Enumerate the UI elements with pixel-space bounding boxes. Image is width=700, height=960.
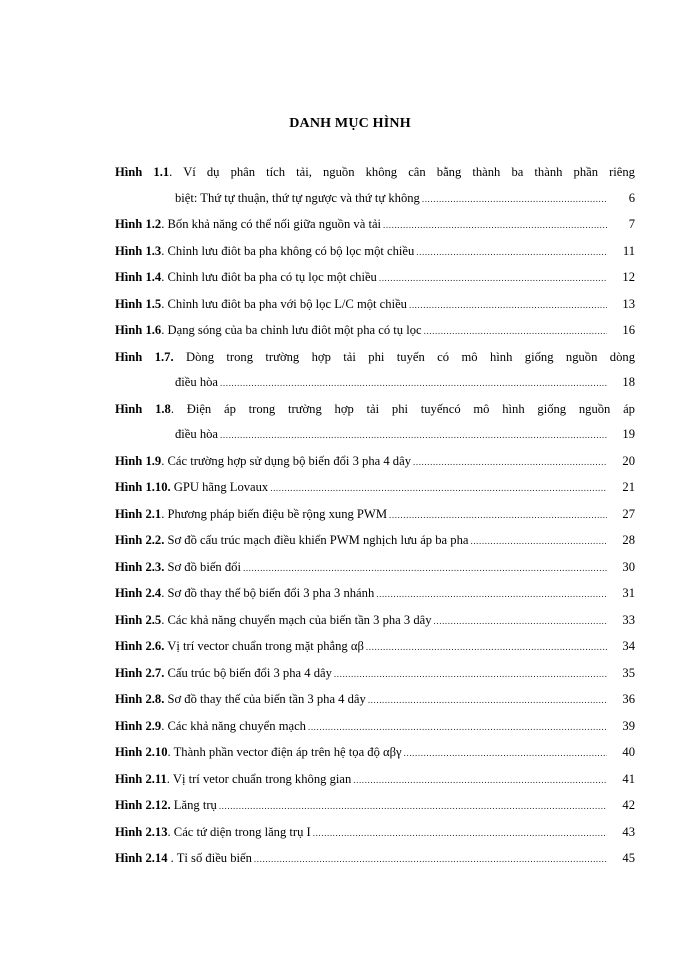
dot-leader: [413, 450, 607, 476]
page-number: 13: [622, 296, 635, 311]
toc-entry: [115, 634, 635, 661]
entry-line: [115, 581, 635, 608]
page-number: 39: [622, 718, 635, 733]
entry-label: Hình 2.7.: [115, 665, 165, 680]
entry-text: GPU hãng Lovaux: [170, 480, 269, 494]
entry-text: Vị trí vetor chuẩn trong không gian: [169, 771, 352, 786]
entry-text: Ví dụ phân tích tải, nguồn không cân bằng thành ba thành phần riêng: [172, 165, 635, 179]
entry-separator: .: [170, 401, 174, 416]
entry-label: Hình 1.9: [115, 453, 162, 468]
entry-label: Hình 1.6: [115, 323, 162, 337]
entry-text-wrap: [115, 846, 252, 872]
entry-label: Hình 2.1: [115, 506, 162, 521]
entry-text-wrap: [115, 265, 377, 291]
toc-entry: [115, 265, 635, 292]
entry-line: [115, 212, 635, 239]
entry-text: Các khả năng chuyển mạch của biến tần 3 pha 3 dây: [164, 612, 432, 627]
entry-separator: .: [161, 243, 165, 258]
dot-leader: [470, 529, 607, 555]
toc-entry: [115, 528, 635, 555]
page-number: 21: [622, 480, 635, 494]
page-number: 34: [622, 639, 635, 653]
dot-leader: [220, 423, 607, 449]
entry-separator: .: [166, 771, 170, 786]
entry-line: [115, 555, 635, 582]
entry-label: Hình 1.1: [115, 165, 170, 179]
entry-text-wrap: [115, 502, 387, 528]
entry-text: Chỉnh lưu điôt ba pha với bộ lọc L/C một chiều: [164, 296, 407, 311]
entry-label: Hình 2.3.: [115, 559, 165, 574]
entry-line: [115, 687, 635, 714]
entry-line: [115, 767, 635, 794]
toc-entry: [115, 212, 635, 239]
entry-text: Chỉnh lưu điôt ba pha có tụ lọc một chiều: [164, 270, 377, 284]
entry-text-wrap: [115, 239, 414, 265]
toc-entry: [115, 449, 635, 476]
entry-text-wrap: [115, 608, 432, 634]
entry-first-line: [115, 160, 635, 186]
entry-label: Hình 1.3: [115, 243, 162, 258]
entry-separator: .: [167, 824, 171, 839]
dot-leader: [334, 662, 607, 688]
entry-separator: .: [161, 506, 165, 521]
dot-leader: [404, 741, 607, 767]
entry-separator: .: [161, 270, 165, 284]
entry-text: Dòng trong trường hợp tải phi tuyến có mô hình giống nguồn dòng: [173, 349, 635, 364]
entry-label: Hình 2.8.: [115, 692, 165, 706]
entry-separator: .: [161, 453, 165, 468]
entry-text: Thành phần vector điện áp trên hệ tọa độ αβγ: [170, 745, 402, 759]
toc-entry: [115, 608, 635, 635]
entry-line: [115, 740, 635, 767]
page-number: 30: [622, 559, 635, 574]
toc-entry: [115, 820, 635, 847]
dot-leader: [243, 556, 607, 582]
entry-text: Dạng sóng của ba chỉnh lưu điôt một pha có tụ lọc: [164, 323, 422, 337]
entry-text: Vị trí vector chuẩn trong mặt phẳng αβ: [164, 639, 364, 653]
entry-separator: .: [161, 612, 165, 627]
entry-text: Cấu trúc bộ biến đổi 3 pha 4 dây: [164, 665, 332, 680]
entry-label: Hình 2.12.: [115, 798, 171, 812]
toc-entry: [115, 687, 635, 714]
entry-line: [115, 528, 635, 555]
entry-label: Hình 2.13: [115, 824, 168, 839]
dot-leader: [383, 213, 607, 239]
entry-text-wrap: [115, 793, 217, 819]
entry-text-wrap: [115, 475, 268, 501]
entry-label: Hình 2.9: [115, 718, 162, 733]
entry-text-wrap: [115, 820, 311, 846]
entry-label: Hình 2.11: [115, 771, 167, 786]
entry-text: Các tứ diện trong lăng trụ I: [170, 824, 311, 839]
toc-entry: [115, 661, 635, 688]
entry-line: [115, 793, 635, 820]
entry-second-line: [115, 186, 635, 213]
entry-text-wrap: [115, 767, 351, 793]
dot-leader: [416, 240, 607, 266]
entry-separator: .: [169, 165, 173, 179]
page-number: 41: [622, 771, 635, 786]
entry-line: [115, 449, 635, 476]
toc-entry: [115, 160, 635, 212]
entry-label: Hình 1.7.: [115, 349, 174, 364]
entry-text: Sơ đồ biến đổi: [164, 559, 241, 574]
entry-text-wrap: [115, 292, 407, 318]
entry-text-wrap: [115, 528, 468, 554]
entry-text-wrap: [115, 740, 402, 766]
entry-label: Hình 2.6.: [115, 639, 165, 653]
entry-label: Hình 2.2.: [115, 533, 165, 547]
entry-text-wrap: [115, 714, 306, 740]
entry-text-wrap: [115, 581, 374, 607]
entry-separator: .: [161, 217, 165, 231]
dot-leader: [389, 503, 607, 529]
toc-entry: [115, 793, 635, 820]
figure-list: [115, 160, 635, 873]
entry-text: Sơ đồ thay thế bộ biến đổi 3 pha 3 nhánh: [164, 586, 375, 600]
entry-line: [115, 714, 635, 741]
entry-text: Sơ đồ thay thế của biến tần 3 pha 4 dây: [164, 692, 366, 706]
entry-text: . Tỉ số điều biến: [167, 851, 252, 865]
toc-entry: [115, 475, 635, 502]
toc-entry: [115, 714, 635, 741]
page-number: 7: [628, 217, 635, 231]
entry-label: Hình 1.8: [115, 401, 171, 416]
entry-line: [115, 239, 635, 266]
page-number: 12: [622, 270, 635, 284]
entry-text: Phương pháp biến điệu bề rộng xung PWM: [164, 506, 388, 521]
toc-entry: [115, 292, 635, 319]
page-number: 6: [628, 190, 635, 205]
entry-text-wrap: [115, 318, 422, 344]
page-number: 18: [622, 375, 635, 389]
toc-entry: [115, 397, 635, 449]
entry-label: Hình 2.5: [115, 612, 162, 627]
page-number: 33: [622, 612, 635, 627]
dot-leader: [220, 371, 607, 397]
page-number: 43: [622, 824, 635, 839]
entry-line: [115, 475, 635, 502]
entry-text: Điện áp trong trường hợp tải phi tuyếncó mô hình giống nguồn áp: [173, 401, 635, 416]
page-number: 11: [622, 243, 635, 258]
dot-leader: [368, 688, 607, 714]
entry-label: Hình 2.14: [115, 851, 168, 865]
entry-line: [115, 634, 635, 661]
page-number: 27: [622, 506, 635, 521]
entry-text: Các trường hợp sử dụng bộ biến đổi 3 pha 4 dây: [164, 453, 411, 468]
entry-separator: .: [161, 586, 165, 600]
entry-line: [115, 502, 635, 529]
page-number: 45: [622, 851, 635, 865]
toc-entry: [115, 318, 635, 345]
dot-leader: [219, 794, 607, 820]
dot-leader: [379, 266, 607, 292]
page-number: 19: [622, 427, 635, 441]
entry-text-continued: biệt: Thứ tự thuận, thứ tự ngược và thứ tự không: [175, 190, 420, 205]
entry-line: [115, 292, 635, 319]
entry-separator: .: [161, 323, 165, 337]
entry-label: Hình 1.10.: [115, 480, 171, 494]
entry-first-line: [115, 345, 635, 371]
entry-line: [115, 318, 635, 345]
page-number: 42: [622, 798, 635, 812]
entry-second-line: [115, 370, 635, 397]
page-number: 35: [622, 665, 635, 680]
entry-label: Hình 2.10: [115, 745, 168, 759]
toc-entry: [115, 767, 635, 794]
dot-leader: [409, 293, 607, 319]
dot-leader: [434, 609, 607, 635]
entry-text: Bốn khả năng có thể nối giữa nguồn và tải: [164, 217, 382, 231]
entry-label: Hình 1.2: [115, 217, 162, 231]
entry-separator: .: [161, 718, 165, 733]
toc-entry: [115, 555, 635, 582]
dot-leader: [308, 715, 607, 741]
dot-leader: [313, 821, 607, 847]
page-number: 20: [622, 453, 635, 468]
toc-entry: [115, 581, 635, 608]
dot-leader: [366, 635, 607, 661]
dot-leader: [424, 319, 607, 345]
entry-separator: .: [167, 745, 171, 759]
dot-leader: [376, 582, 607, 608]
entry-line: [115, 265, 635, 292]
toc-entry: [115, 740, 635, 767]
entry-first-line: [115, 397, 635, 423]
entry-line: [115, 608, 635, 635]
entry-text: Các khả năng chuyển mạch: [164, 718, 306, 733]
entry-label: Hình 1.4: [115, 270, 162, 284]
entry-text: Lăng trụ: [170, 798, 217, 812]
entry-line: [115, 661, 635, 688]
entry-text-wrap: [115, 661, 332, 687]
entry-line: [115, 846, 635, 873]
entry-label: Hình 2.4: [115, 586, 162, 600]
page-number: 31: [622, 586, 635, 600]
entry-text-continued: điều hòa: [175, 427, 219, 441]
dot-leader: [270, 476, 607, 502]
entry-text-wrap: [115, 687, 366, 713]
page-number: 16: [622, 323, 635, 337]
dot-leader: [254, 847, 607, 873]
entry-text-continued: điều hòa: [175, 375, 219, 389]
entry-text: Sơ đồ cấu trúc mạch điều khiển PWM nghịch lưu áp ba pha: [164, 533, 469, 547]
page-number: 28: [622, 533, 635, 547]
entry-line: [115, 820, 635, 847]
toc-entry: [115, 502, 635, 529]
dot-leader: [422, 187, 607, 213]
dot-leader: [353, 768, 607, 794]
page-number: 36: [622, 692, 635, 706]
toc-entry: [115, 345, 635, 397]
page-number: 40: [622, 745, 635, 759]
toc-entry: [115, 846, 635, 873]
entry-text-wrap: [115, 555, 241, 581]
entry-label: Hình 1.5: [115, 296, 162, 311]
entry-separator: .: [161, 296, 165, 311]
toc-entry: [115, 239, 635, 266]
page-title: DANH MỤC HÌNH: [289, 116, 411, 131]
entry-text-wrap: [115, 634, 364, 660]
entry-text-wrap: [115, 449, 411, 475]
entry-text-wrap: [115, 212, 381, 238]
entry-second-line: [115, 422, 635, 449]
entry-text: Chỉnh lưu điôt ba pha không có bộ lọc một chiều: [164, 243, 415, 258]
